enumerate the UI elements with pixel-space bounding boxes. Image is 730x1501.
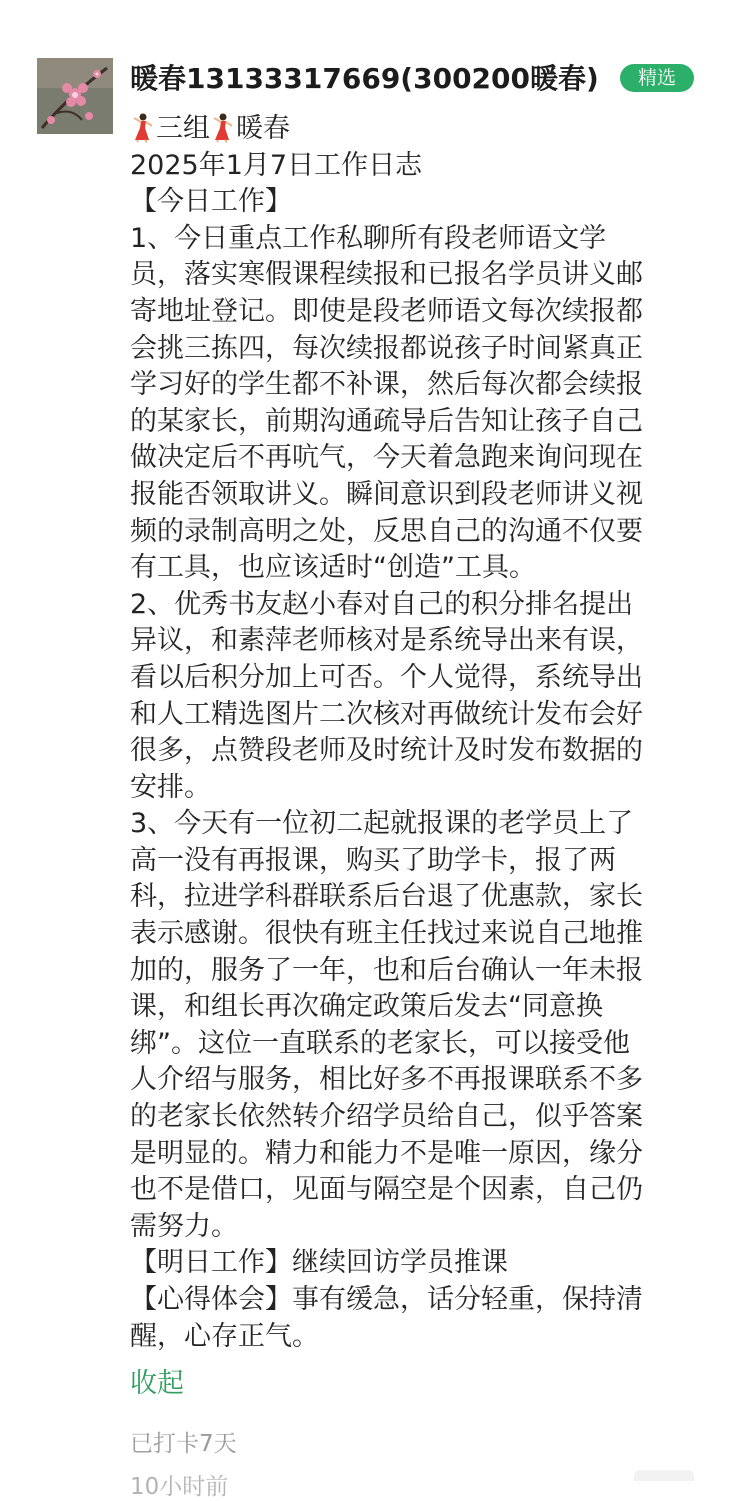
content-line: 也不是借口，见面与隔空是个因素，自己仍 (130, 1174, 643, 1206)
featured-badge: 精选 (620, 64, 694, 92)
content-line: 课，和组长再次确定政策后发去“同意换 (130, 991, 603, 1023)
content-line: 的老家长依然转介绍学员给自己，似乎答案 (130, 1101, 643, 1133)
content-line: 【今日工作】 (130, 186, 292, 218)
avatar[interactable] (37, 58, 113, 134)
more-options-button[interactable] (634, 1470, 694, 1481)
content-line: 会挑三拣四，每次续报都说孩子时间紧真正 (130, 332, 643, 364)
content-line: 寄地址登记。即使是段老师语文每次续报都 (130, 295, 643, 327)
dancer-emoji-icon (210, 112, 236, 142)
content-line: 3、今天有一位初二起就报课的老学员上了 (130, 808, 634, 840)
content-line: 需努力。 (130, 1210, 238, 1242)
username[interactable]: 暖春13133317669(300200暖春) (130, 62, 599, 95)
group-line (130, 111, 690, 148)
content-line: 人介绍与服务，相比好多不再报课联系不多 (130, 1064, 643, 1096)
group-name: 三组 (156, 113, 210, 144)
content-line: 异议，和素萍老师核对是系统导出来有误， (130, 625, 643, 657)
content-line: 有工具，也应该适时“创造”工具。 (130, 552, 536, 584)
content-line: 高一没有再报课，购买了助学卡，报了两 (130, 844, 616, 876)
author-name: 暖春 (236, 113, 290, 144)
content-line: 的某家长，前期沟通疏导后告知让孩子自己 (130, 405, 643, 437)
content-line: 看以后积分加上可否。个人觉得，系统导出 (130, 661, 643, 693)
content-line: 【明日工作】继续回访学员推课 (130, 1247, 508, 1279)
content-line: 是明显的。精力和能力不是唯一原因，缘分 (130, 1137, 643, 1169)
dancer-emoji-icon (130, 112, 156, 142)
checkin-count: 已打卡7天 (130, 1431, 237, 1457)
content-lines (130, 148, 690, 1356)
content-line: 加的，服务了一年，也和后台确认一年未报 (130, 954, 643, 986)
content-line: 学习好的学生都不补课，然后每次都会续报 (130, 369, 643, 401)
content-line: 绑”。这位一直联系的老家长，可以接受他 (130, 1027, 630, 1059)
content-line: 【心得体会】事有缓急，话分轻重，保持清 (130, 1284, 643, 1315)
content-line: 报能否领取讲义。瞬间意识到段老师讲义视 (130, 478, 643, 510)
content-line: 1、今日重点工作私聊所有段老师语文学 (130, 222, 607, 254)
blossom-avatar-icon (37, 58, 113, 134)
content-line: 表示感谢。很快有班主任找过来说自己地推 (130, 918, 643, 950)
content-line: 做决定后不再吭气，今天着急跑来询问现在 (130, 442, 643, 474)
content-line: 科，拉进学科群联系后台退了优惠款，家长 (130, 881, 643, 913)
post-time: 10小时前 (130, 1474, 229, 1500)
post-body (130, 111, 690, 1355)
content-line: 安排。 (130, 771, 211, 803)
content-line: 2、优秀书友赵小春对自己的积分排名提出 (130, 588, 634, 620)
content-line: 和人工精选图片二次核对再做统计发布会好 (130, 698, 643, 730)
content-line: 醒，心存正气。 (130, 1320, 319, 1352)
content-line: 很多，点赞段老师及时统计及时发布数据的 (130, 735, 643, 767)
collapse-link[interactable]: 收起 (130, 1368, 184, 1399)
content-line: 员，落实寒假课程续报和已报名学员讲义邮 (130, 259, 643, 291)
content-line: 频的录制高明之处，反思自己的沟通不仅要 (130, 515, 643, 547)
content-line: 2025年1月7日工作日志 (130, 149, 423, 181)
